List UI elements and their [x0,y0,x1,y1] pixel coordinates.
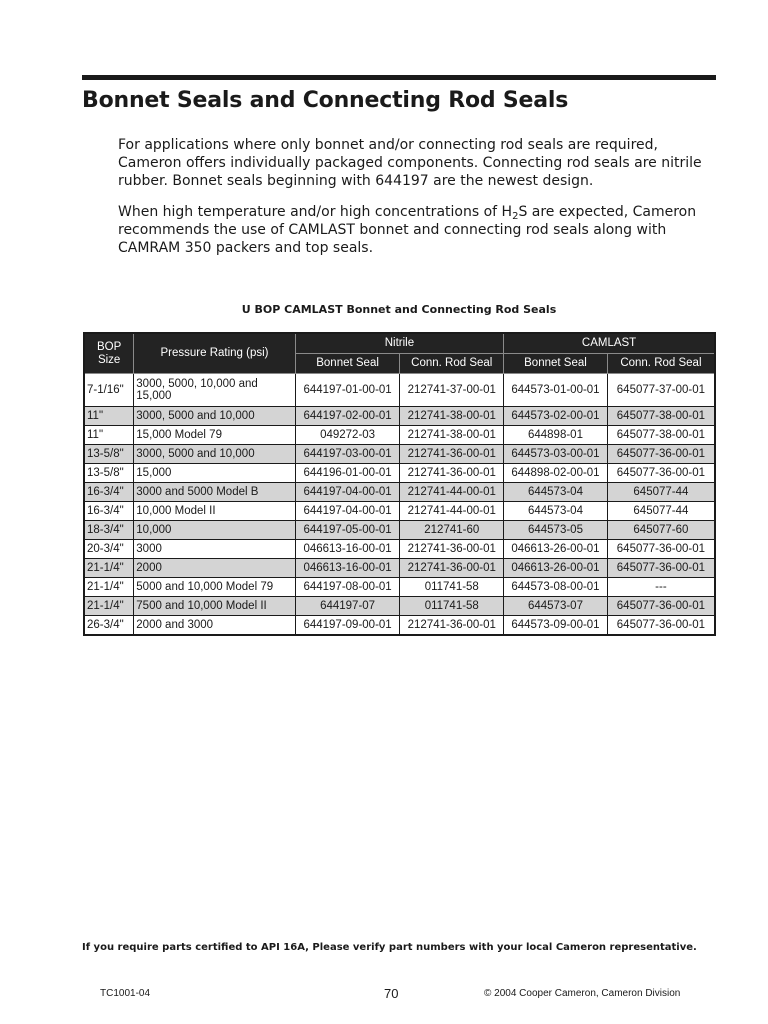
cell-camlast-conn-rod: 645077-36-00-01 [607,540,715,559]
cell-nitrile-conn-rod: 212741-36-00-01 [400,464,504,483]
table-row [84,502,715,521]
cell-pressure-rating: 3000, 5000 and 10,000 [134,445,295,464]
header-rule [82,75,716,80]
cell-nitrile-bonnet: 644197-08-00-01 [295,578,400,597]
page-title: Bonnet Seals and Connecting Rod Seals [82,88,569,113]
cell-bop-size: 7-1/16" [84,374,134,407]
cell-bop-size: 21-1/4" [84,578,134,597]
table-row [84,407,715,426]
seals-table [83,332,716,636]
seals-table-body [84,374,715,636]
cell-nitrile-bonnet: 644197-01-00-01 [295,374,400,407]
cell-nitrile-bonnet: 046613-16-00-01 [295,540,400,559]
recommendation-text-start: When high temperature and/or high concentrations of H [118,204,513,220]
header-pressure-rating: Pressure Rating (psi) [134,333,295,374]
cell-bop-size: 16-3/4" [84,502,134,521]
cell-nitrile-conn-rod: 212741-38-00-01 [400,407,504,426]
cell-camlast-conn-rod: 645077-38-00-01 [607,426,715,445]
table-caption: U BOP CAMLAST Bonnet and Connecting Rod Seals [241,303,557,316]
table-row [84,521,715,540]
cell-pressure-rating: 15,000 [134,464,295,483]
cell-bop-size: 26-3/4" [84,616,134,636]
cell-nitrile-bonnet: 644197-02-00-01 [295,407,400,426]
cell-bop-size: 21-1/4" [84,559,134,578]
h2s-subscript: 2 [512,211,519,222]
table-row [84,597,715,616]
cell-camlast-bonnet: 644573-03-00-01 [504,445,608,464]
table-row [84,445,715,464]
cell-camlast-bonnet: 644573-05 [504,521,608,540]
cell-nitrile-bonnet: 644197-04-00-01 [295,483,400,502]
cell-pressure-rating: 3000 and 5000 Model B [134,483,295,502]
page-number: 70 [384,986,399,1001]
cell-pressure-rating: 2000 and 3000 [134,616,295,636]
cell-pressure-rating: 3000, 5000 and 10,000 [134,407,295,426]
cell-nitrile-bonnet: 644197-09-00-01 [295,616,400,636]
cell-camlast-conn-rod: 645077-44 [607,502,715,521]
intro-paragraph: For applications where only bonnet and/or connecting rod seals are required, Cameron offers individually packaged components. Connecting rod seals are nitrile rubber. Bonnet seals beginning with 644197 are the newest design. [118,137,702,189]
cell-pressure-rating: 7500 and 10,000 Model II [134,597,295,616]
cell-nitrile-bonnet: 046613-16-00-01 [295,559,400,578]
cell-nitrile-conn-rod: 212741-37-00-01 [400,374,504,407]
cell-nitrile-conn-rod: 011741-58 [400,578,504,597]
cell-camlast-conn-rod: 645077-36-00-01 [607,616,715,636]
cell-camlast-bonnet: 644573-01-00-01 [504,374,608,407]
cell-camlast-conn-rod: 645077-36-00-01 [607,464,715,483]
cell-camlast-conn-rod: 645077-44 [607,483,715,502]
cell-nitrile-bonnet: 644197-05-00-01 [295,521,400,540]
cell-camlast-conn-rod: --- [607,578,715,597]
cell-bop-size: 21-1/4" [84,597,134,616]
cell-pressure-rating: 2000 [134,559,295,578]
table-row [84,483,715,502]
table-row [84,374,715,407]
header-nitrile-conn-rod-seal: Conn. Rod Seal [400,354,504,374]
cell-camlast-conn-rod: 645077-60 [607,521,715,540]
cell-camlast-bonnet: 046613-26-00-01 [504,559,608,578]
cell-nitrile-conn-rod: 212741-36-00-01 [400,559,504,578]
cell-nitrile-bonnet: 644196-01-00-01 [295,464,400,483]
header-camlast-conn-rod-seal: Conn. Rod Seal [607,354,715,374]
cell-bop-size: 18-3/4" [84,521,134,540]
cell-nitrile-bonnet: 644197-04-00-01 [295,502,400,521]
api-16a-footnote: If you require parts certified to API 16A, Please verify part numbers with your local Cameron representative. [82,942,697,953]
cell-camlast-bonnet: 644573-02-00-01 [504,407,608,426]
cell-camlast-conn-rod: 645077-38-00-01 [607,407,715,426]
cell-bop-size: 11" [84,407,134,426]
cell-nitrile-bonnet: 644197-07 [295,597,400,616]
cell-nitrile-conn-rod: 212741-44-00-01 [400,483,504,502]
cell-camlast-bonnet: 644573-09-00-01 [504,616,608,636]
table-row [84,616,715,636]
cell-camlast-bonnet: 046613-26-00-01 [504,540,608,559]
cell-nitrile-conn-rod: 011741-58 [400,597,504,616]
cell-nitrile-bonnet: 049272-03 [295,426,400,445]
table-row [84,578,715,597]
cell-bop-size: 13-5/8" [84,445,134,464]
cell-bop-size: 16-3/4" [84,483,134,502]
table-row [84,559,715,578]
cell-camlast-bonnet: 644898-01 [504,426,608,445]
cell-nitrile-conn-rod: 212741-36-00-01 [400,540,504,559]
cell-camlast-conn-rod: 645077-36-00-01 [607,445,715,464]
cell-camlast-bonnet: 644573-04 [504,483,608,502]
header-nitrile: Nitrile [295,333,503,354]
cell-nitrile-conn-rod: 212741-36-00-01 [400,445,504,464]
cell-camlast-bonnet: 644573-07 [504,597,608,616]
header-camlast: CAMLAST [504,333,715,354]
table-row [84,426,715,445]
cell-bop-size: 11" [84,426,134,445]
recommendation-paragraph [118,203,718,257]
cell-bop-size: 13-5/8" [84,464,134,483]
cell-bop-size: 20-3/4" [84,540,134,559]
cell-pressure-rating: 3000 [134,540,295,559]
cell-pressure-rating: 10,000 Model II [134,502,295,521]
cell-camlast-conn-rod: 645077-36-00-01 [607,559,715,578]
header-nitrile-bonnet-seal: Bonnet Seal [295,354,400,374]
document-id: TC1001-04 [100,988,151,999]
table-row [84,464,715,483]
cell-pressure-rating: 10,000 [134,521,295,540]
cell-camlast-bonnet: 644573-04 [504,502,608,521]
cell-pressure-rating: 5000 and 10,000 Model 79 [134,578,295,597]
cell-nitrile-bonnet: 644197-03-00-01 [295,445,400,464]
cell-pressure-rating: 15,000 Model 79 [134,426,295,445]
cell-pressure-rating: 3000, 5000, 10,000 and 15,000 [134,374,295,407]
cell-camlast-conn-rod: 645077-37-00-01 [607,374,715,407]
cell-nitrile-conn-rod: 212741-36-00-01 [400,616,504,636]
cell-camlast-bonnet: 644898-02-00-01 [504,464,608,483]
copyright-notice: © 2004 Cooper Cameron, Cameron Division [484,988,681,999]
header-bop-size: BOP Size [84,333,134,374]
cell-camlast-bonnet: 644573-08-00-01 [504,578,608,597]
cell-nitrile-conn-rod: 212741-60 [400,521,504,540]
recommendation-text-end: S are expected, Cameron recommends the use of CAMLAST bonnet and connecting rod seals along with CAMRAM 350 packers and top seals. [118,204,697,256]
table-row [84,540,715,559]
cell-nitrile-conn-rod: 212741-38-00-01 [400,426,504,445]
cell-nitrile-conn-rod: 212741-44-00-01 [400,502,504,521]
header-camlast-bonnet-seal: Bonnet Seal [504,354,608,374]
cell-camlast-conn-rod: 645077-36-00-01 [607,597,715,616]
